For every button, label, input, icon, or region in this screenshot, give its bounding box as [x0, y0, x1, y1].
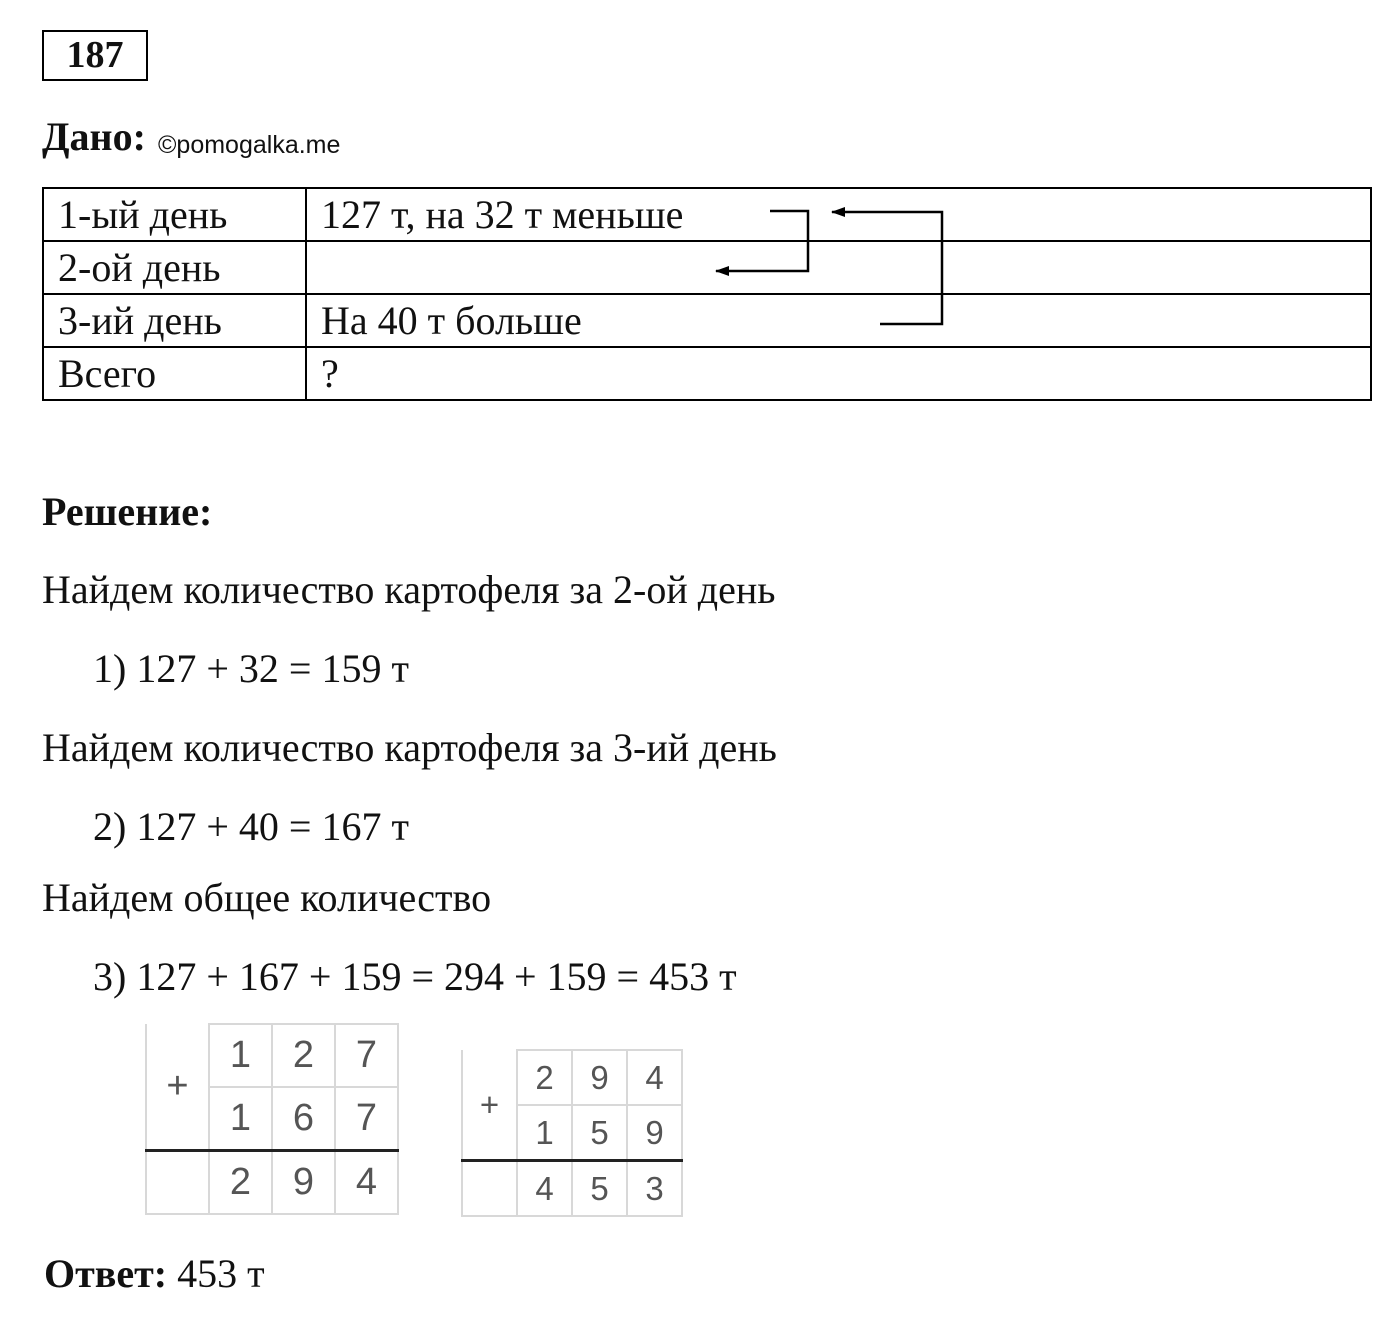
answer-value: 453 т: [177, 1251, 265, 1296]
given-table: [42, 187, 1372, 401]
empty-cell: [462, 1161, 517, 1217]
step-3-text: Найдем общее количество: [42, 875, 492, 920]
row-value: ?: [306, 347, 1371, 400]
digit: 9: [272, 1151, 335, 1215]
step-2-text: Найдем количество картофеля за 3-ий день: [42, 725, 777, 770]
step-1-equation: 1) 127 + 32 = 159 т: [93, 646, 409, 691]
watermark: ©pomogalka.me: [158, 131, 341, 159]
digit: 2: [209, 1151, 272, 1215]
digit: 9: [572, 1050, 627, 1105]
digit: 5: [572, 1105, 627, 1161]
plus-sign: +: [146, 1024, 209, 1151]
digit: 3: [627, 1161, 682, 1217]
plus-sign: +: [462, 1050, 517, 1161]
step-3-equation: 3) 127 + 167 + 159 = 294 + 159 = 453 т: [93, 954, 737, 999]
column-addition: [461, 1049, 683, 1217]
digit: 2: [517, 1050, 572, 1105]
row-value: [306, 241, 1371, 294]
column-addition: [145, 1023, 399, 1215]
table-row: [43, 241, 1371, 294]
digit: 1: [209, 1024, 272, 1087]
row-label: 1-ый день: [43, 188, 306, 241]
problem-number: 187: [42, 30, 148, 81]
digit: 1: [517, 1105, 572, 1161]
row-value: На 40 т больше: [306, 294, 1371, 347]
digit: 4: [335, 1151, 398, 1215]
table-row: [43, 188, 1371, 241]
digit: 7: [335, 1087, 398, 1151]
answer: [44, 1250, 265, 1297]
step-1-text: Найдем количество картофеля за 2-ой день: [42, 567, 776, 612]
given-label: Дано:: [42, 114, 146, 159]
row-label: 2-ой день: [43, 241, 306, 294]
digit: 2: [272, 1024, 335, 1087]
answer-label: Ответ:: [44, 1251, 168, 1296]
digit: 1: [209, 1087, 272, 1151]
solution-heading: Решение:: [42, 489, 213, 534]
digit: 5: [572, 1161, 627, 1217]
row-label: Всего: [43, 347, 306, 400]
digit: 4: [517, 1161, 572, 1217]
step-2-equation: 2) 127 + 40 = 167 т: [93, 804, 409, 849]
table-row: [43, 347, 1371, 400]
digit: 9: [627, 1105, 682, 1161]
row-label: 3-ий день: [43, 294, 306, 347]
digit: 7: [335, 1024, 398, 1087]
empty-cell: [146, 1151, 209, 1215]
digit: 6: [272, 1087, 335, 1151]
row-value: 127 т, на 32 т меньше: [306, 188, 1371, 241]
table-row: [43, 294, 1371, 347]
digit: 4: [627, 1050, 682, 1105]
